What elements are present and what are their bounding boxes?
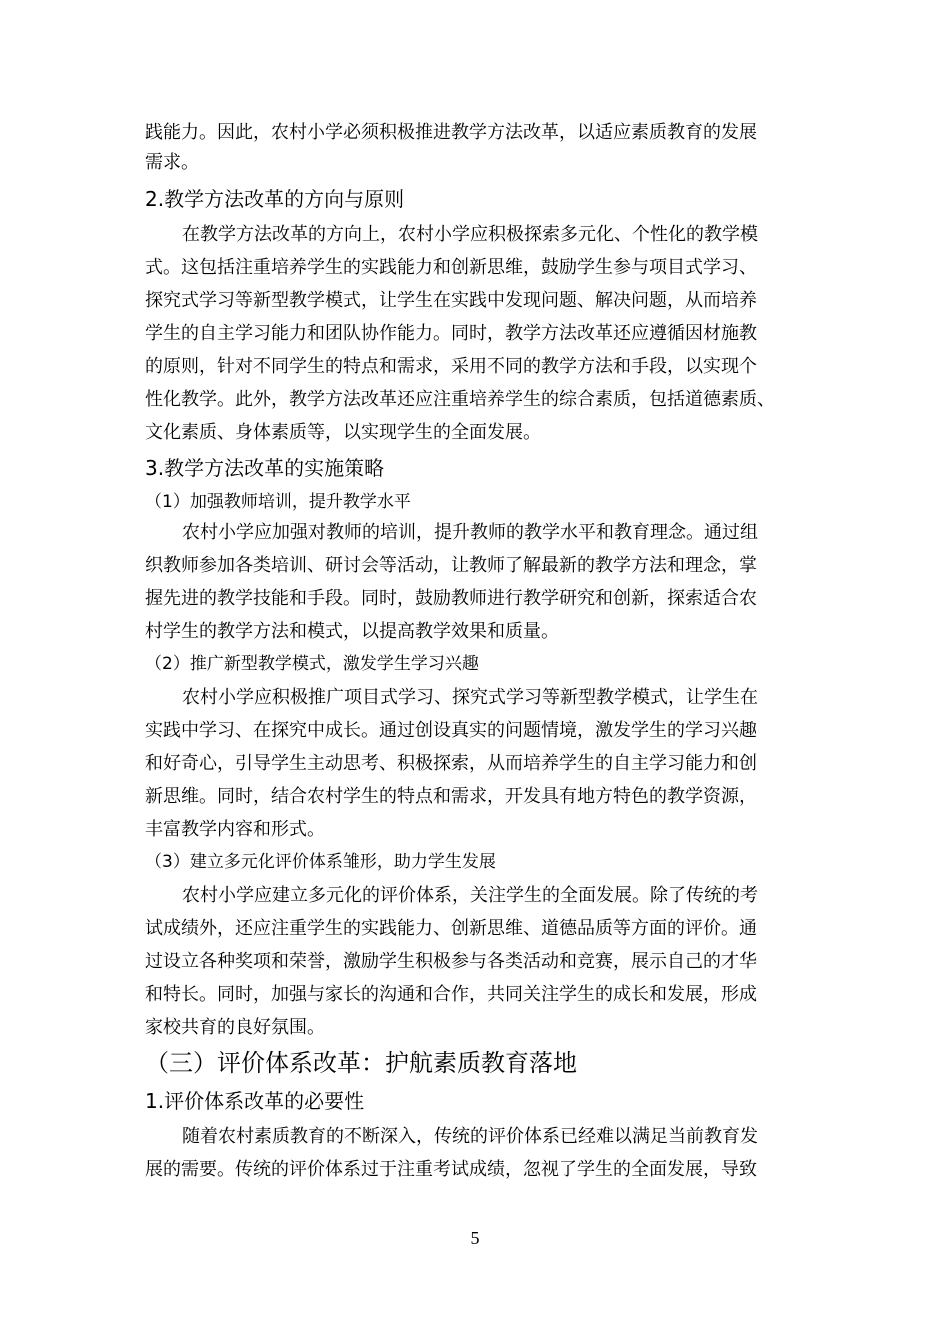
paragraph-line: 需求。 (145, 152, 199, 173)
subsubsection-heading: （1）加强教师培训，提升教学水平 (145, 492, 411, 512)
paragraph-line: 践能力。因此，农村小学必须积极推进教学方法改革，以适应素质教育的发展 (145, 122, 757, 143)
paragraph-line: 和特长。同时，加强与家长的沟通和合作，共同关注学生的成长和发展，形成 (145, 984, 757, 1005)
paragraph-line: 农村小学应加强对教师的培训，提升教师的教学水平和教育理念。通过组 (182, 522, 758, 543)
subsection-heading: 1.评价体系改革的必要性 (145, 1089, 365, 1113)
paragraph-line: 和好奇心，引导学生主动思考、积极探索，从而培养学生的自主学习能力和创 (145, 753, 757, 774)
paragraph-line: 新思维。同时，结合农村学生的特点和需求，开发具有地方特色的教学资源， (145, 786, 757, 807)
section-heading: （三）评价体系改革：护航素质教育落地 (145, 1049, 577, 1077)
paragraph-line: 随着农村素质教育的不断深入，传统的评价体系已经难以满足当前教育发 (182, 1126, 758, 1147)
paragraph-line: 试成绩外，还应注重学生的实践能力、创新思维、道德品质等方面的评价。通 (145, 918, 757, 939)
paragraph-line: 握先进的教学技能和手段。同时，鼓励教师进行教学研究和创新，探索适合农 (145, 588, 757, 609)
paragraph-line: 的原则，针对不同学生的特点和需求，采用不同的教学方法和手段，以实现个 (145, 356, 757, 377)
paragraph-line: 过设立各种奖项和荣誉，激励学生积极参与各类活动和竞赛，展示自己的才华 (145, 951, 757, 972)
subsubsection-heading: （3）建立多元化评价体系雏形，助力学生发展 (145, 852, 496, 872)
page-number: 5 (470, 1228, 480, 1248)
subsection-heading: 3.教学方法改革的实施策略 (145, 456, 385, 480)
paragraph-line: 农村小学应积极推广项目式学习、探究式学习等新型教学模式，让学生在 (182, 687, 758, 708)
paragraph-line: 学生的自主学习能力和团队协作能力。同时，教学方法改革还应遵循因材施教 (145, 323, 757, 344)
paragraph-line: 展的需要。传统的评价体系过于注重考试成绩，忽视了学生的全面发展，导致 (145, 1159, 757, 1180)
subsection-heading: 2.教学方法改革的方向与原则 (145, 187, 405, 211)
subsubsection-heading: （2）推广新型教学模式，激发学生学习兴趣 (145, 654, 479, 674)
paragraph-line: 农村小学应建立多元化的评价体系，关注学生的全面发展。除了传统的考 (182, 885, 758, 906)
paragraph-line: 丰富教学内容和形式。 (145, 819, 325, 840)
paragraph-line: 性化教学。此外，教学方法改革还应注重培养学生的综合素质，包括道德素质、 (145, 389, 775, 410)
paragraph-line: 文化素质、身体素质等，以实现学生的全面发展。 (145, 422, 541, 443)
paragraph-line: 实践中学习、在探究中成长。通过创设真实的问题情境，激发学生的学习兴趣 (145, 720, 757, 741)
paragraph-line: 织教师参加各类培训、研讨会等活动，让教师了解最新的教学方法和理念，掌 (145, 555, 757, 576)
paragraph-line: 村学生的教学方法和模式，以提高教学效果和质量。 (145, 621, 559, 642)
paragraph-line: 探究式学习等新型教学模式，让学生在实践中发现问题、解决问题，从而培养 (145, 290, 757, 311)
paragraph-line: 在教学方法改革的方向上，农村小学应积极探索多元化、个性化的教学模 (182, 224, 758, 245)
paragraph-line: 家校共育的良好氛围。 (145, 1017, 325, 1038)
paragraph-line: 式。这包括注重培养学生的实践能力和创新思维，鼓励学生参与项目式学习、 (145, 257, 757, 278)
